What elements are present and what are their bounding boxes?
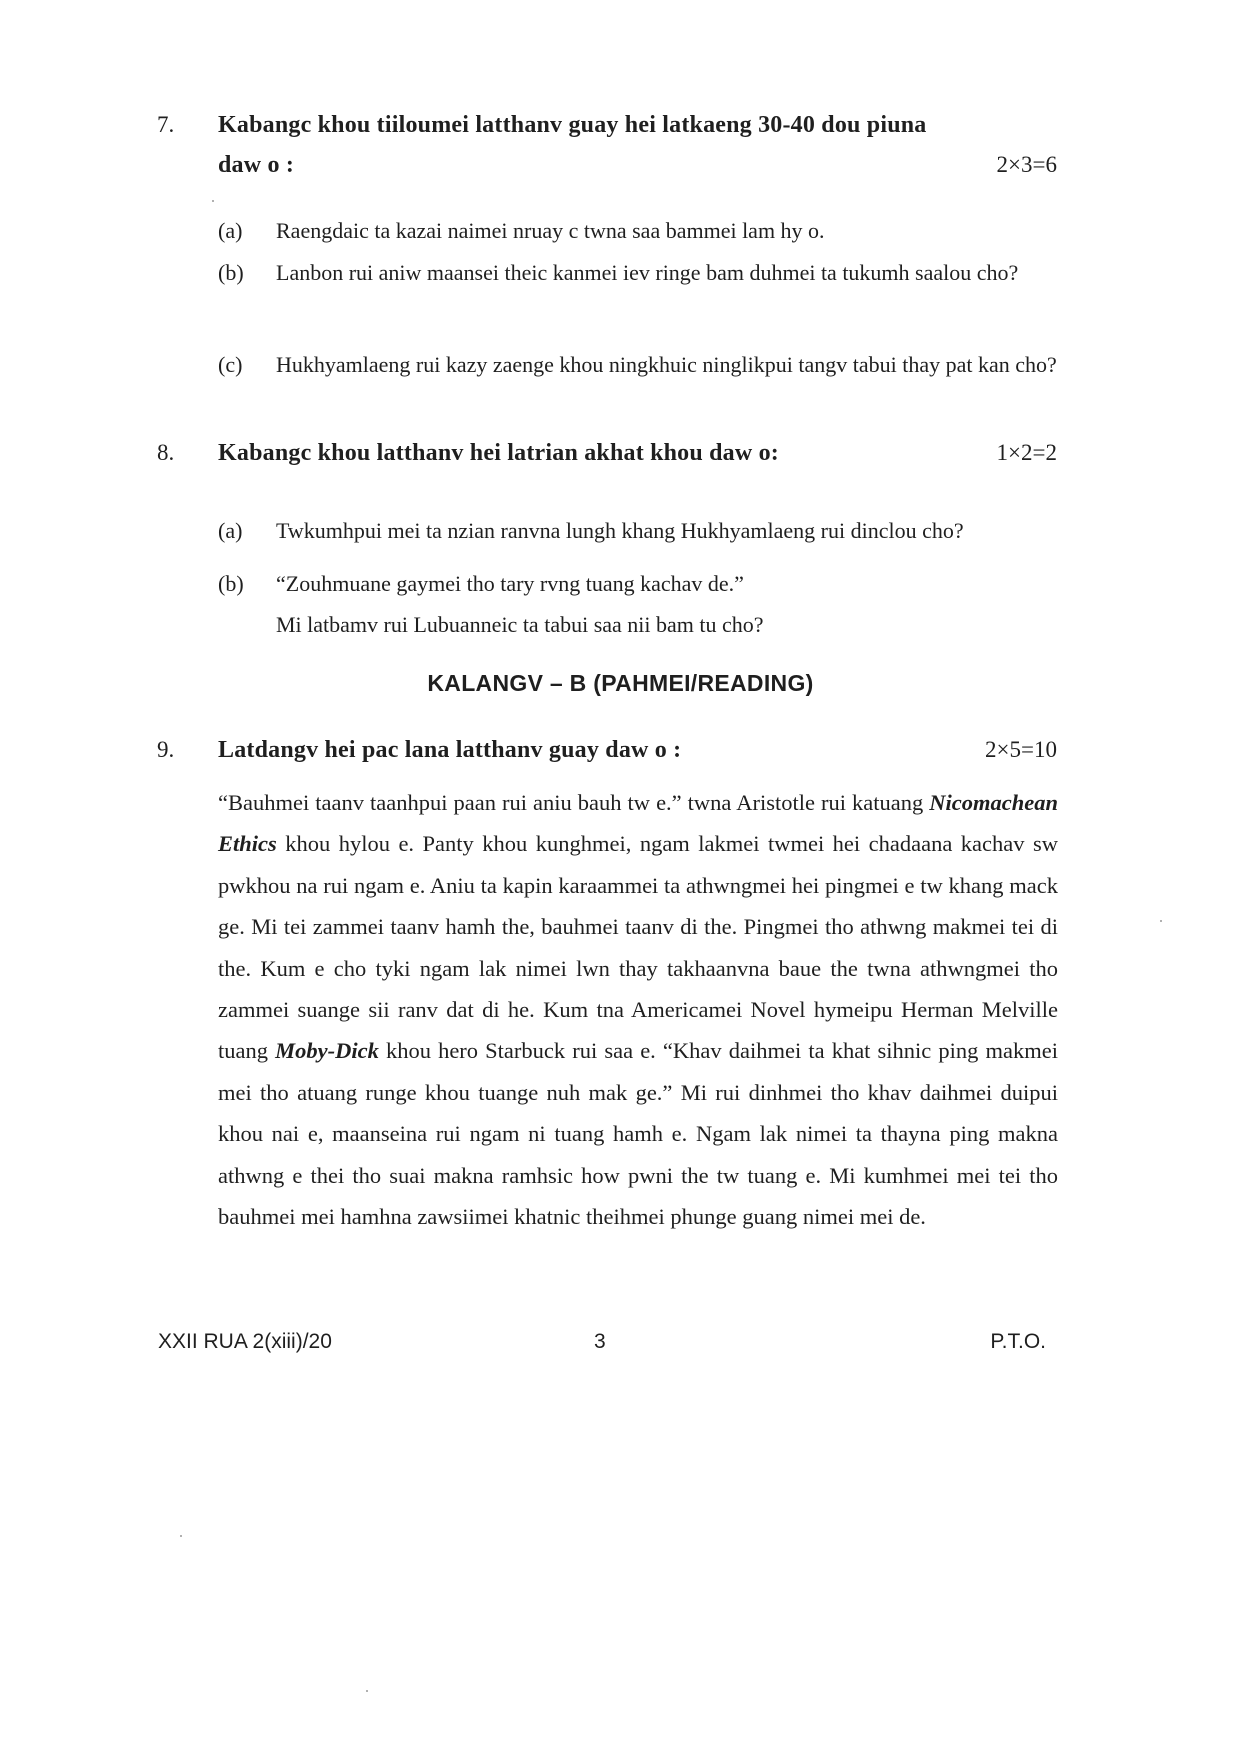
passage-text: “Bauhmei taanv taanhpui paan rui aniu bauh tw e.” twna Aristotle rui katuang xyxy=(218,790,924,815)
sub-question-label: (a) xyxy=(218,218,243,243)
sub-question-text: Lanbon rui aniw maansei theic kanmei iev ringe bam duhmei ta tukumh saalou cho? xyxy=(276,260,1019,285)
question-number: 8. xyxy=(157,440,175,465)
marks-label: 2×3=6 xyxy=(996,152,1057,177)
scan-speck xyxy=(1160,920,1162,922)
question-7 xyxy=(157,112,1057,192)
question-number: 9. xyxy=(157,737,175,762)
reading-passage xyxy=(218,782,1058,1237)
question-9 xyxy=(157,737,1057,777)
sub-question-text: Hukhyamlaeng rui kazy zaenge khou ningkhuic ninglikpui tangv tabui thay pat kan cho? xyxy=(276,352,1057,377)
book-title: Moby-Dick xyxy=(275,1038,379,1064)
sub-question-text: Mi latbamv rui Lubuanneic ta tabui saa nii bam tu cho? xyxy=(276,612,764,637)
sub-question-label: (c) xyxy=(218,352,243,377)
sub-question-quote: “Zouhmuane gaymei tho tary rvng tuang kachav de.” xyxy=(276,571,744,596)
sub-question-label: (b) xyxy=(218,260,244,285)
page-number: 3 xyxy=(594,1330,606,1353)
pto-label: P.T.O. xyxy=(990,1330,1046,1353)
marks-label: 2×5=10 xyxy=(985,737,1057,762)
question-heading: Kabangc khou latthanv hei latrian akhat khou daw o: xyxy=(218,440,780,466)
book-title: Nicomachean Ethics xyxy=(218,790,1058,857)
paper-code: XXII RUA 2(xiii)/20 xyxy=(158,1330,332,1353)
sub-question-text: Raengdaic ta kazai naimei nruay c twna saa bammei lam hy o. xyxy=(276,218,825,243)
passage-text: khou hylou e. Panty khou kunghmei, ngam lakmei twmei hei chadaana kachav sw pwkhou na rui ngam e. Aniu ta kapin karaammei ta athwngmei hei pingmei e tw khang mack ge. Mi tei zammei taanv hamh the, bauhmei taanv di the. Pingmei tho athwng makmei tei di the. Kum e cho tyki ngam lak nimei lwn thay takhaanvna baue the twna athwngmei tho zammei suange sii ranv dat di he. Kum tna Americamei Novel hymeipu Herman Melville tuang xyxy=(218,831,1058,1064)
passage-text: khou hero Starbuck rui saa e. “Khav daihmei ta khat sihnic ping makmei mei tho atuang runge khou tuange nuh mak ge.” Mi rui dinhmei tho khav daihmei duipui khou nai e, maanseina rui ngam ni tuang hamh e. Ngam lak nimei ta thayna ping makna athwng e thei tho suai makna ramhsic how pwni the tw tuang e. Mi kumhmei mei tei tho bauhmei mei hamhna zawsiimei khatnic theihmei phunge guang nimei mei de. xyxy=(218,1038,1058,1230)
question-heading: Latdangv hei pac lana latthanv guay daw o : xyxy=(218,737,682,763)
question-number: 7. xyxy=(157,112,175,137)
sub-question-label: (a) xyxy=(218,518,243,543)
scan-speck xyxy=(212,200,214,202)
sub-question-label: (b) xyxy=(218,571,244,596)
sub-question-text: Twkumhpui mei ta nzian ranvna lungh khang Hukhyamlaeng rui dinclou cho? xyxy=(276,518,964,543)
question-8 xyxy=(157,440,1057,480)
section-title: KALANGV – B (PAHMEI/READING) xyxy=(427,670,814,696)
scan-speck xyxy=(180,1535,182,1537)
question-heading: Kabangc khou tiiloumei latthanv guay hei latkaeng 30-40 dou piuna xyxy=(218,112,927,138)
scan-speck xyxy=(366,1690,368,1692)
marks-label: 1×2=2 xyxy=(996,440,1057,465)
question-heading-continued: daw o : xyxy=(218,152,295,178)
